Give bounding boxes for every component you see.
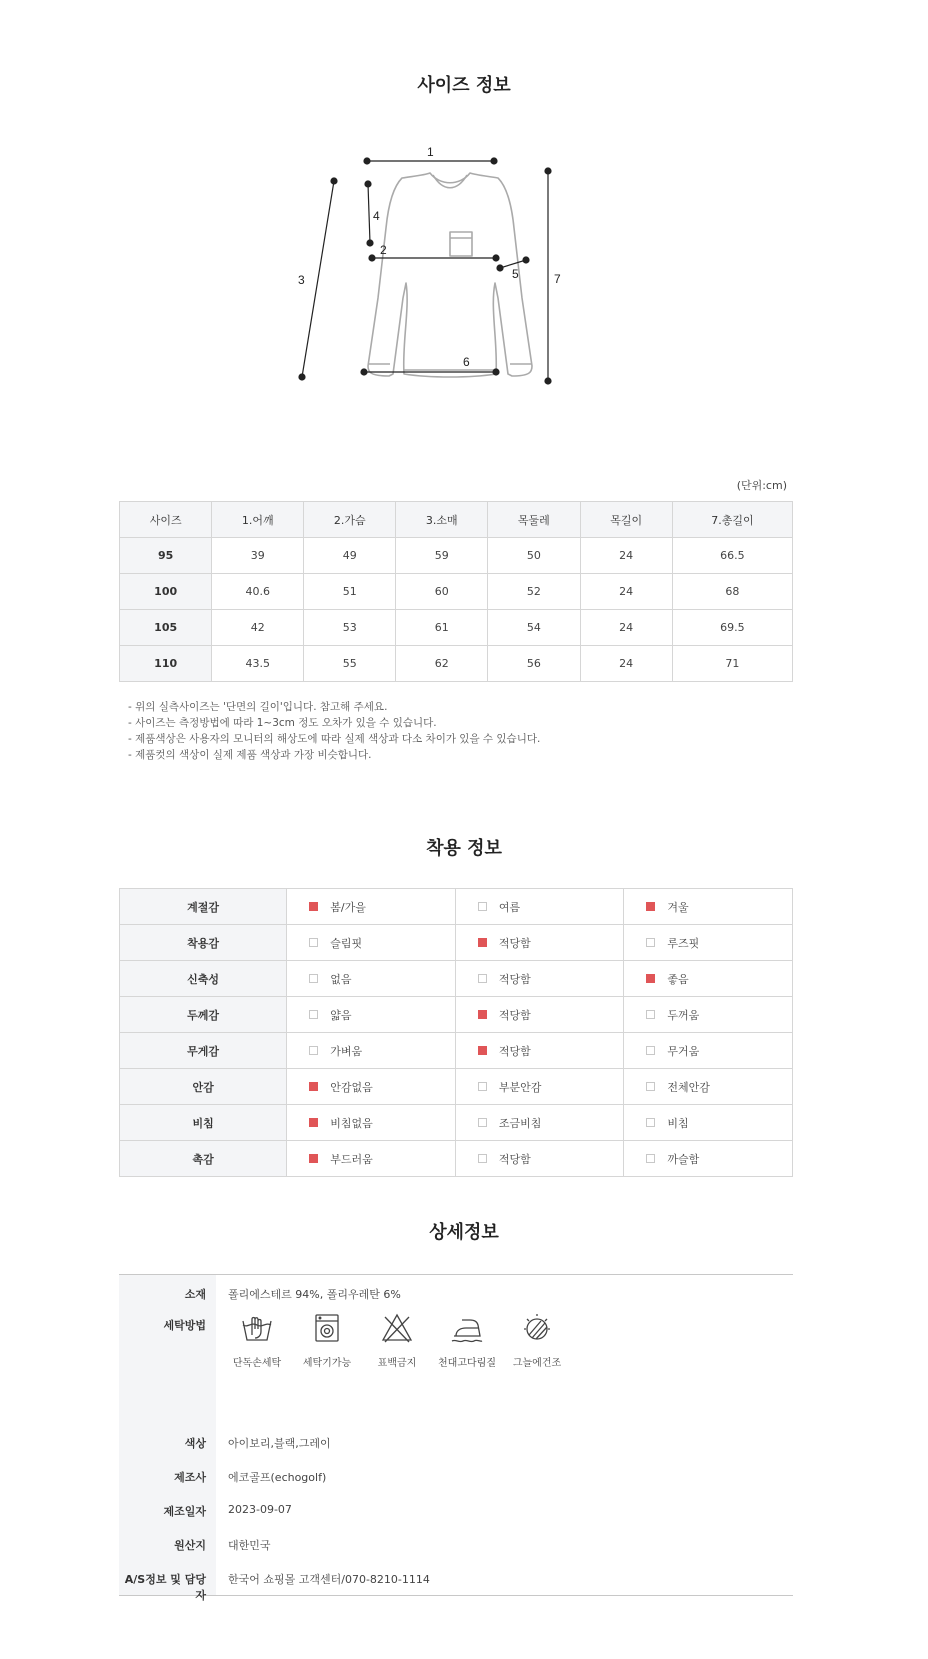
unchecked-box (646, 1154, 655, 1163)
value-cell: 49 (304, 538, 396, 574)
fit-option-label: 봄/가을 (330, 900, 366, 914)
value-cell: 68 (672, 574, 792, 610)
fit-option (287, 1105, 456, 1141)
value-cell: 69.5 (672, 610, 792, 646)
fit-option-label: 겨울 (667, 900, 689, 914)
checked-box (478, 1010, 487, 1019)
fit-option-label: 부분안감 (498, 1080, 542, 1094)
fit-option (624, 925, 793, 961)
fit-option (287, 997, 456, 1033)
fit-table (119, 888, 793, 1177)
washing-label: 단독손세탁 (232, 1358, 282, 1369)
fit-row (120, 1069, 793, 1105)
table-row (120, 574, 793, 610)
unchecked-box (309, 938, 318, 947)
table-row (120, 646, 793, 682)
fit-option-label: 까슬함 (667, 1152, 700, 1166)
fit-row (120, 1105, 793, 1141)
value-cell: 59 (396, 538, 488, 574)
fit-option (455, 961, 624, 997)
detail-label: 제조사 (119, 1459, 216, 1493)
fit-row (120, 889, 793, 925)
detail-row (119, 1425, 793, 1459)
fit-option (455, 1105, 624, 1141)
fit-option (455, 1069, 624, 1105)
detail-value: 아이보리,블랙,그레이 (228, 1437, 331, 1450)
fit-option (455, 889, 624, 925)
unit-label: (단위:cm) (736, 479, 787, 492)
detail-label: 세탁방법 (119, 1311, 216, 1425)
diagram-label-7: 7 (554, 272, 561, 286)
detail-value: 대한민국 (228, 1539, 271, 1552)
checked-box (646, 974, 655, 983)
fit-option-label: 비침 (667, 1116, 689, 1130)
fit-option (624, 1033, 793, 1069)
fit-option (287, 1069, 456, 1105)
value-cell: 42 (212, 610, 304, 646)
fit-label: 안감 (120, 1069, 287, 1105)
fit-row (120, 997, 793, 1033)
checked-box (309, 1118, 318, 1127)
detail-label: 소재 (119, 1275, 216, 1311)
value-cell: 24 (580, 646, 672, 682)
washing-item (432, 1311, 502, 1369)
value-cell: 71 (672, 646, 792, 682)
size-cell: 110 (120, 646, 212, 682)
fit-option-label: 무거움 (667, 1044, 700, 1058)
fit-option (455, 925, 624, 961)
detail-info (119, 1274, 793, 1602)
fit-option-label: 여름 (498, 900, 521, 914)
value-cell: 50 (488, 538, 580, 574)
fit-label: 두께감 (120, 997, 287, 1033)
fit-option-label: 두꺼움 (667, 1008, 700, 1022)
detail-value: 2023-09-07 (228, 1503, 292, 1516)
note-item: - 제품컷의 색상이 실제 제품 색상과 가장 비슷합니다. (128, 749, 372, 761)
fit-option-label: 가벼움 (330, 1044, 363, 1058)
detail-label: 원산지 (119, 1527, 216, 1561)
washing-label: 세탁기가능 (302, 1358, 352, 1369)
diagram-label-6: 6 (463, 355, 470, 369)
diagram-label-5: 5 (512, 267, 519, 281)
washing-item (222, 1311, 292, 1369)
fit-option-label: 적당함 (498, 1152, 531, 1166)
fit-label: 촉감 (120, 1141, 287, 1177)
checked-box (309, 1082, 318, 1091)
no-bleach-icon (380, 1311, 414, 1345)
fit-option-label: 슬림핏 (330, 936, 363, 950)
detail-row (119, 1561, 793, 1602)
unchecked-box (646, 1046, 655, 1055)
fit-label: 비침 (120, 1105, 287, 1141)
fit-row (120, 961, 793, 997)
value-cell: 56 (488, 646, 580, 682)
size-notes (128, 699, 540, 763)
size-section-title: 사이즈 정보 (417, 75, 511, 96)
fit-section-title: 착용 정보 (426, 838, 502, 859)
fit-label: 신축성 (120, 961, 287, 997)
value-cell: 55 (304, 646, 396, 682)
fit-option-label: 적당함 (498, 1008, 531, 1022)
checked-box (478, 938, 487, 947)
fit-option-label: 없음 (330, 972, 352, 986)
diagram-label-2: 2 (380, 243, 387, 257)
size-diagram (298, 145, 600, 408)
fit-option (287, 961, 456, 997)
checked-box (646, 902, 655, 911)
value-cell: 40.6 (212, 574, 304, 610)
header-cell: 2.가슴 (304, 502, 396, 538)
unchecked-box (309, 1010, 318, 1019)
fit-option-label: 얇음 (330, 1008, 352, 1022)
washing-icons (222, 1311, 572, 1369)
fit-option-label: 좋음 (667, 972, 689, 986)
fit-option-label: 조금비침 (498, 1116, 542, 1130)
unchecked-box (646, 938, 655, 947)
value-cell: 60 (396, 574, 488, 610)
unchecked-box (646, 1118, 655, 1127)
washing-item (292, 1311, 362, 1369)
header-cell: 7.총길이 (672, 502, 792, 538)
detail-value: 한국어 쇼핑몰 고객센터/070-8210-1114 (228, 1573, 430, 1586)
hand-wash-icon (240, 1311, 274, 1345)
washing-item (362, 1311, 432, 1369)
table-row (120, 610, 793, 646)
fit-label: 계절감 (120, 889, 287, 925)
fit-label: 무게감 (120, 1033, 287, 1069)
checked-box (478, 1046, 487, 1055)
iron-icon (450, 1311, 484, 1345)
size-cell: 105 (120, 610, 212, 646)
detail-row (119, 1493, 793, 1527)
fit-option (287, 925, 456, 961)
value-cell: 24 (580, 574, 672, 610)
fit-option (624, 1105, 793, 1141)
fit-option (624, 961, 793, 997)
washing-machine-icon (310, 1311, 344, 1345)
note-item: - 위의 실측사이즈는 '단면의 길이'입니다. 참고해 주세요. (128, 701, 388, 713)
unchecked-box (646, 1082, 655, 1091)
unchecked-box (478, 1118, 487, 1127)
fit-option (287, 1033, 456, 1069)
detail-row-washing (119, 1311, 793, 1425)
header-cell: 3.소매 (396, 502, 488, 538)
washing-label: 천대고다림질 (438, 1358, 496, 1369)
detail-value: 폴리에스테르 94%, 폴리우레탄 6% (228, 1288, 401, 1301)
fit-option (624, 889, 793, 925)
detail-value: 에코골프(echogolf) (228, 1471, 327, 1484)
fit-option-label: 비침없음 (330, 1116, 373, 1130)
value-cell: 53 (304, 610, 396, 646)
note-item: - 제품색상은 사용자의 모니터의 해상도에 따라 실제 색상과 다소 차이가 있을 수 있습니다. (128, 733, 541, 745)
detail-section-title: 상세정보 (429, 1222, 499, 1243)
value-cell: 24 (580, 610, 672, 646)
fit-option (287, 1141, 456, 1177)
washing-label: 그늘에건조 (512, 1358, 562, 1369)
diagram-label-3: 3 (298, 273, 305, 287)
fit-option-label: 적당함 (498, 972, 531, 986)
fit-option-label: 루즈핏 (667, 936, 700, 950)
value-cell: 54 (488, 610, 580, 646)
checked-box (309, 902, 318, 911)
unchecked-box (478, 974, 487, 983)
fit-option-label: 부드러움 (330, 1152, 373, 1166)
fit-option-label: 안감없음 (330, 1080, 373, 1094)
detail-label: 색상 (119, 1425, 216, 1459)
detail-row (119, 1527, 793, 1561)
fit-option (624, 997, 793, 1033)
fit-row (120, 1033, 793, 1069)
fit-option (624, 1141, 793, 1177)
unchecked-box (478, 902, 487, 911)
unchecked-box (309, 1046, 318, 1055)
size-cell: 100 (120, 574, 212, 610)
detail-label: 제조일자 (119, 1493, 216, 1527)
fit-option (455, 1141, 624, 1177)
value-cell: 24 (580, 538, 672, 574)
detail-row-material (119, 1275, 793, 1311)
unchecked-box (478, 1154, 487, 1163)
fit-option-label: 전체안감 (667, 1080, 710, 1094)
table-row (120, 538, 793, 574)
shade-dry-icon (520, 1311, 554, 1345)
diagram-label-1: 1 (427, 145, 434, 159)
value-cell: 62 (396, 646, 488, 682)
fit-row (120, 1141, 793, 1177)
value-cell: 61 (396, 610, 488, 646)
detail-label: A/S정보 및 담당자 (119, 1561, 216, 1595)
size-cell: 95 (120, 538, 212, 574)
value-cell: 52 (488, 574, 580, 610)
header-cell: 사이즈 (120, 502, 212, 538)
fit-label: 착용감 (120, 925, 287, 961)
header-cell: 1.어깨 (212, 502, 304, 538)
value-cell: 51 (304, 574, 396, 610)
fit-option-label: 적당함 (498, 1044, 531, 1058)
header-cell: 목둘레 (488, 502, 580, 538)
fit-option (624, 1069, 793, 1105)
size-table (119, 501, 793, 682)
detail-row (119, 1459, 793, 1493)
fit-option (455, 1033, 624, 1069)
diagram-label-4: 4 (373, 209, 380, 223)
unchecked-box (309, 974, 318, 983)
fit-option-label: 적당함 (498, 936, 531, 950)
fit-option (287, 889, 456, 925)
value-cell: 66.5 (672, 538, 792, 574)
unchecked-box (646, 1010, 655, 1019)
note-item: - 사이즈는 측정방법에 따라 1~3cm 정도 오차가 있을 수 있습니다. (128, 717, 437, 729)
fit-row (120, 925, 793, 961)
washing-label: 표백금지 (377, 1358, 417, 1369)
value-cell: 39 (212, 538, 304, 574)
washing-item (502, 1311, 572, 1369)
size-table-header (120, 502, 793, 538)
unchecked-box (478, 1082, 487, 1091)
fit-option (455, 997, 624, 1033)
header-cell: 목길이 (580, 502, 672, 538)
value-cell: 43.5 (212, 646, 304, 682)
checked-box (309, 1154, 318, 1163)
